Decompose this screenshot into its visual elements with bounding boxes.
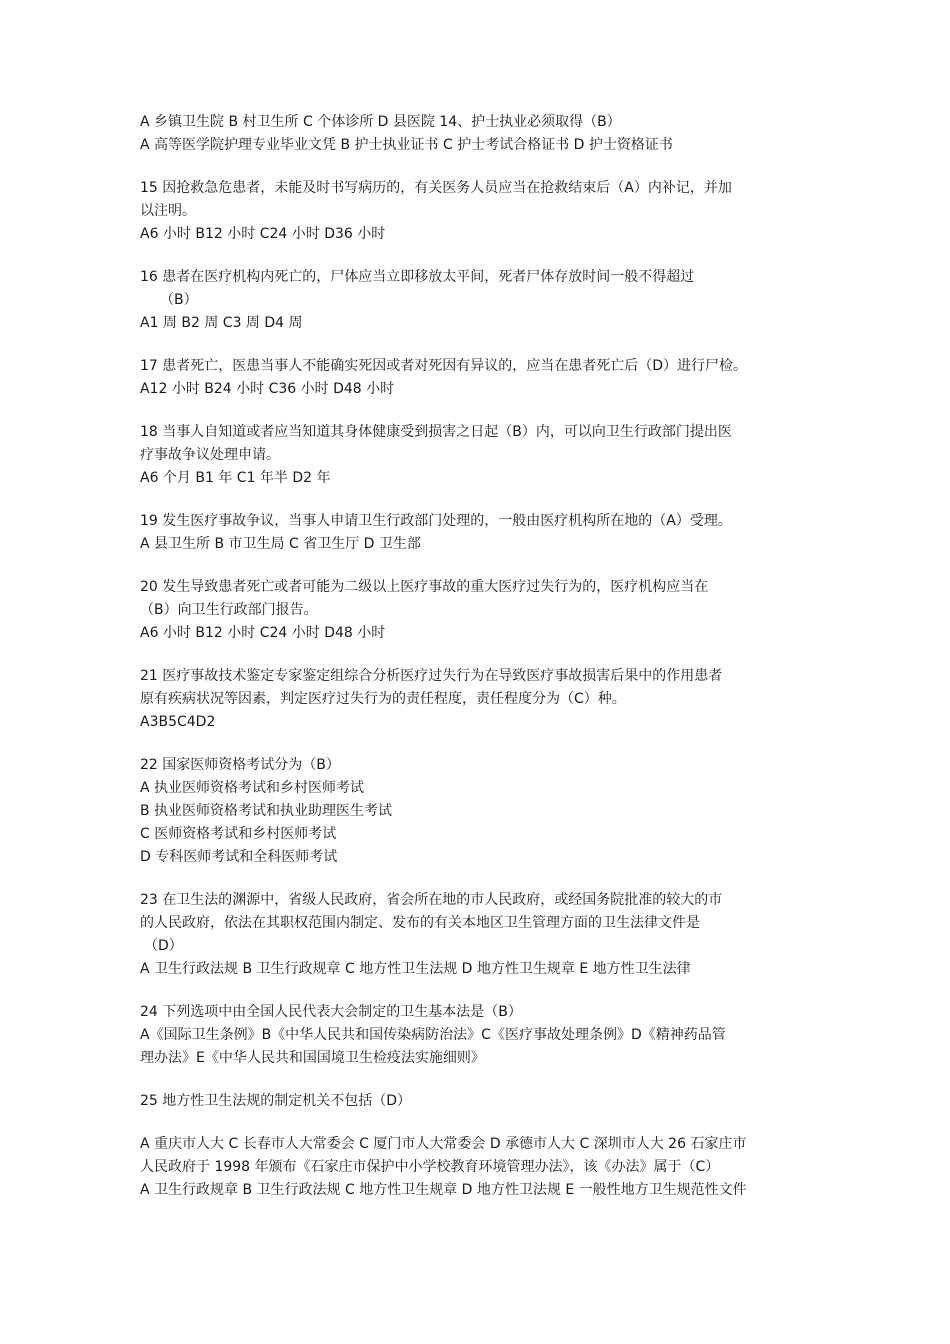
q23-stem-line-1: 23 在卫生法的渊源中，省级人民政府，省会所在地的市人民政府，或经国务院批准的较大的市 <box>140 892 723 908</box>
spacer <box>140 1113 830 1133</box>
q19-stem: 19 发生医疗事故争议，当事人申请卫生行政部门处理的，一般由医疗机构所在地的（A）受理。 <box>140 513 732 529</box>
q22-stem: 22 国家医师资格考试分为（B） <box>140 757 340 773</box>
q15-stem-line-1: 15 因抢救急危患者，未能及时书写病历的，有关医务人员应当在抢救结束后（A）内补记，并加 <box>140 180 732 196</box>
q18-stem-line-2: 疗事故争议处理申请。 <box>140 447 280 463</box>
q23-answer: （D） <box>144 938 183 954</box>
q17-stem: 17 患者死亡，医患当事人不能确实死因或者对死因有异议的，应当在患者死亡后（D）进行尸检。 <box>140 358 748 374</box>
q24-options-line-2: 理办法》E《中华人民共和国国境卫生检疫法实施细则》 <box>140 1050 485 1066</box>
spacer <box>140 1070 830 1090</box>
q26-options: A 卫生行政规章 B 卫生行政法规 C 地方性卫生规章 D 地方性卫法规 E 一般性地方卫生规范性文件 <box>140 1182 747 1198</box>
q20-options: A6 小时 B12 小时 C24 小时 D48 小时 <box>140 625 386 641</box>
q17-options: A12 小时 B24 小时 C36 小时 D48 小时 <box>140 381 395 397</box>
q19-options: A 县卫生所 B 市卫生局 C 省卫生厅 D 卫生部 <box>140 536 421 552</box>
spacer <box>140 556 830 576</box>
q24-stem: 24 下列选项中由全国人民代表大会制定的卫生基本法是（B） <box>140 1004 522 1020</box>
spacer <box>140 645 830 665</box>
q15-stem-line-2: 以注明。 <box>140 203 196 219</box>
q22-option-a: A 执业医师资格考试和乡村医师考试 <box>140 780 365 796</box>
q26-stem-line-2: 人民政府于 1998 年颁布《石家庄市保护中小学校教育环境管理办法》，该《办法》属于（C） <box>140 1159 720 1175</box>
spacer <box>140 869 830 889</box>
q22-option-d: D 专科医师考试和全科医师考试 <box>140 849 338 865</box>
q21-options: A3B5C4D2 <box>140 714 216 730</box>
q23-options: A 卫生行政法规 B 卫生行政规章 C 地方性卫生法规 D 地方性卫生规章 E 地方性卫生法律 <box>140 961 691 977</box>
q14-line-1: A 乡镇卫生院 B 村卫生所 C 个体诊所 D 县医院 14、护士执业必须取得（B） <box>140 114 621 130</box>
q20-stem-line-2: （B）向卫生行政部门报告。 <box>140 602 318 618</box>
q22-option-c: C 医师资格考试和乡村医师考试 <box>140 826 337 842</box>
q25-stem: 25 地方性卫生法规的制定机关不包括（D） <box>140 1093 412 1109</box>
spacer <box>140 246 830 266</box>
q25-options-and-q26-line-1: A 重庆市人大 C 长春市人大常委会 C 厦门市人大常委会 D 承德市人大 C 深圳市人大 26 石家庄市 <box>140 1136 747 1152</box>
document-body <box>140 111 830 1202</box>
spacer <box>140 981 830 1001</box>
spacer <box>140 734 830 754</box>
q18-options: A6 个月 B1 年 C1 年半 D2 年 <box>140 470 331 486</box>
q21-stem-line-1: 21 医疗事故技术鉴定专家鉴定组综合分析医疗过失行为在导致医疗事故损害后果中的作用患者 <box>140 668 723 684</box>
spacer <box>140 401 830 421</box>
spacer <box>140 335 830 355</box>
q18-stem-line-1: 18 当事人自知道或者应当知道其身体健康受到损害之日起（B）内，可以向卫生行政部门提出医 <box>140 424 732 440</box>
q15-options: A6 小时 B12 小时 C24 小时 D36 小时 <box>140 226 386 242</box>
q16-stem-line-1: 16 患者在医疗机构内死亡的，尸体应当立即移放太平间，死者尸体存放时间一般不得超过 <box>140 269 695 285</box>
q14-options: A 高等医学院护理专业毕业文凭 B 护士执业证书 C 护士考试合格证书 D 护士资格证书 <box>140 137 673 153</box>
q20-stem-line-1: 20 发生导致患者死亡或者可能为二级以上医疗事故的重大医疗过失行为的，医疗机构应当在 <box>140 579 709 595</box>
q16-options: A1 周 B2 周 C3 周 D4 周 <box>140 315 303 331</box>
spacer <box>140 157 830 177</box>
q23-stem-line-2: 的人民政府，依法在其职权范围内制定、发布的有关本地区卫生管理方面的卫生法律文件是 <box>140 915 700 931</box>
q21-stem-line-2: 原有疾病状况等因素，判定医疗过失行为的责任程度，责任程度分为（C）种。 <box>140 691 626 707</box>
q16-answer: （B） <box>160 292 198 308</box>
spacer <box>140 490 830 510</box>
q24-options-line-1: A《国际卫生条例》B《中华人民共和国传染病防治法》C《医疗事故处理条例》D《精神药品管 <box>140 1027 726 1043</box>
q22-option-b: B 执业医师资格考试和执业助理医生考试 <box>140 803 393 819</box>
